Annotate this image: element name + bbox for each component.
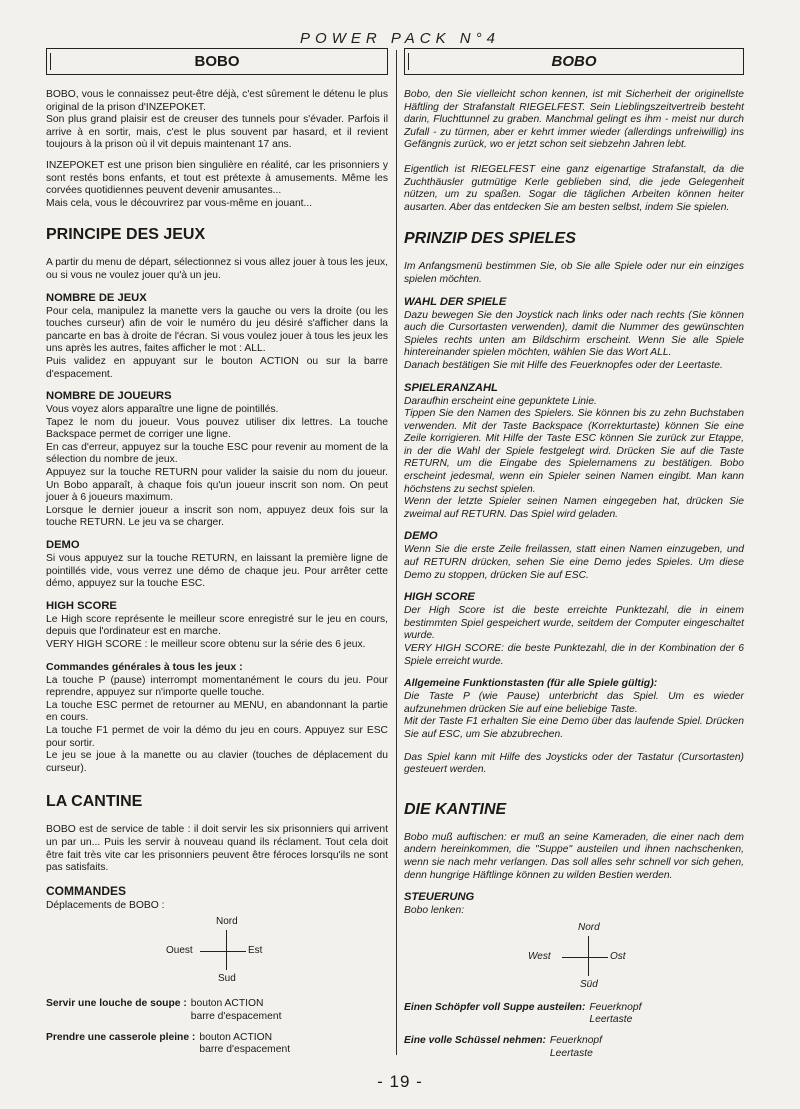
de-command-key: Eine volle Schüssel nehmen:	[404, 1034, 546, 1046]
de-command-row	[404, 1035, 744, 1060]
fr-principe-title: PRINCIPE DES JEUX	[46, 226, 206, 244]
de-spieler-3: Wenn der letzte Spieler seinen Namen eingegeben hat, drücken Sie zweimal auf RETURN. Das Spiel wird geladen.	[404, 496, 744, 520]
fr-joueurs-5: Lorsque le dernier joueur a inscrit son nom, appuyez deux fois sur la touche RETURN. Le jeu va se charger.	[46, 504, 388, 529]
fr-joueurs-1: Vous voyez alors apparaître une ligne de pointillés.	[46, 404, 279, 416]
page-number: - 19 -	[377, 1072, 423, 1091]
fr-south-label: Sud	[218, 973, 236, 985]
de-command-key: Einen Schöpfer voll Suppe austeilen:	[404, 1001, 586, 1013]
german-title: BOBO	[551, 53, 597, 70]
de-north-label: Nord	[578, 921, 600, 933]
de-command-value-2: Leertaste	[589, 1014, 633, 1026]
fr-command-row	[46, 998, 388, 1023]
fr-nombre-jeux-title: NOMBRE DE JEUX	[46, 291, 147, 304]
de-allg-2: Mit der Taste F1 erhalten Sie eine Demo über das laufende Spiel. Drücken Sie auf ESC, um Sie abzubrechen.	[404, 716, 744, 740]
de-spieler-1: Daraufhin erscheint eine gepunktete Linie.	[404, 395, 597, 407]
french-title-box	[46, 48, 388, 75]
de-allg-3: Das Spiel kann mit Hilfe des Joysticks oder der Tastatur (Cursortasten) gesteuert werden.	[404, 751, 744, 776]
fr-command-key: Prendre une casserole pleine :	[46, 1031, 196, 1043]
german-title-box	[404, 48, 744, 75]
de-wahl-title: WAHL DER SPIELE	[404, 295, 507, 308]
fr-command-key: Servir une louche de soupe :	[46, 998, 187, 1010]
fr-commandes-generales-title: Commandes générales à tous les jeux :	[46, 660, 243, 673]
de-command-row	[404, 1002, 744, 1027]
de-kantine-title: DIE KANTINE	[404, 800, 507, 818]
de-allg-1: Die Taste P (wie Pause) unterbricht das Spiel. Um es wieder aufzunehmen drücken Sie auf eine beliebige Taste.	[404, 691, 744, 715]
de-intro-2: Eigentlich ist RIEGELFEST eine ganz eigenartige Strafanstalt, da die Zuchthäusler gutmütige Kerle geblieben sind, die jede Gelegenheit nützen, um zu spaßen. Sogar die täglichen Arbeiten können heiter ausarten. Aber das entdecken Sie am besten selbst, indem Sie spielen.	[404, 163, 744, 213]
de-wahl-text2: Danach bestätigen Sie mit Hilfe des Feuerknopfes oder der Leertaste.	[404, 359, 723, 371]
fr-nombre-jeux-text: Pour cela, manipulez la manette vers la gauche ou vers la droite (ou les touches curseur) afin de voir le numéro du jeu désiré s'afficher dans la pancarte en bas à droite de l'écran. Si vous voulez jouer à tous les jeux les uns après les autres, faites afficher le mot : ALL.	[46, 305, 388, 355]
fr-vertical-arrow	[226, 930, 227, 970]
fr-command-value-1: bouton ACTION	[199, 1031, 273, 1043]
fr-intro-4: Mais cela, vous le découvrirez par vous-même en jouant...	[46, 197, 313, 209]
de-wahl-text: Dazu bewegen Sie den Joystick nach links oder nach rechts (Sie können auch die Cursortasten verwenden), damit die Nummer des gewünschten Spieles rechts unten am Bildschirm erscheint. Wenn Sie alle Spiele hintereinander spielen möchten, wählen Sie das Wort ALL.	[404, 309, 744, 359]
fr-cg-4: Le jeu se joue à la manette ou au clavier (touches de déplacement du curseur).	[46, 750, 388, 774]
de-spieleranzahl-title: SPIELERANZAHL	[404, 381, 498, 394]
de-west-label: West	[528, 950, 551, 962]
fr-cantine-text: BOBO est de service de table : il doit servir les six prisonniers qui arrivent un par un... Puis les servir à nouveau quand ils réclament. Tout cela doit être fait très vite car les prisonniers peuvent être féroces lorsqu'ils ne sont pas satisfaits.	[46, 824, 388, 874]
fr-command-value-2: barre d'espacement	[199, 1044, 291, 1056]
fr-command-value-1: bouton ACTION	[190, 998, 264, 1010]
french-title: BOBO	[194, 53, 240, 70]
de-intro-1: Bobo, den Sie vielleicht schon kennen, ist mit Sicherheit der originellste Häftling der Strafanstalt RIEGELFEST. Sein Lieblingszeitvertreib besteht darin, Fluchttunnel zu graben. Manchmal gelingt es ihm - meist nur durch Zufall - zu türmen, aber er kehrt immer wieder (allerdings unfreiwillig) ins Gefängnis zurück, wo er jetzt schon seit siebzehn Jahren lebt.	[404, 89, 744, 151]
fr-north-label: Nord	[216, 916, 238, 928]
fr-cantine-title: LA CANTINE	[46, 793, 143, 811]
de-command-value-2: Leertaste	[549, 1047, 593, 1059]
fr-demo-title: DEMO	[46, 539, 80, 552]
fr-east-label: Est	[248, 945, 263, 957]
german-column	[404, 48, 744, 1066]
de-demo-title: DEMO	[404, 530, 438, 543]
de-east-label: Ost	[610, 950, 626, 962]
fr-command-value	[195, 1032, 290, 1057]
fr-high-score-title: HIGH SCORE	[46, 599, 117, 612]
fr-nombre-joueurs-title: NOMBRE DE JOUEURS	[46, 390, 172, 403]
fr-nombre-jeux-text2: Puis validez en appuyant sur le bouton ACTION ou sur la barre d'espacement.	[46, 355, 388, 380]
de-high-score-title: HIGH SCORE	[404, 591, 475, 604]
de-direction-diagram	[528, 922, 648, 992]
fr-cg-2: La touche ESC permet de retourner au MENU, en abandonnant la partie en cours.	[46, 699, 388, 724]
de-south-label: Süd	[580, 978, 598, 990]
fr-commandes-title: COMMANDES	[46, 883, 126, 898]
de-demo-text: Wenn Sie die erste Zeile freilassen, statt einen Namen einzugeben, und auf RETURN drücken, sehen Sie eine Demo jedes Spieles. Um diese Demo zu stoppen, drücken Sie auf ESC.	[404, 544, 744, 581]
fr-intro-2: Son plus grand plaisir est de creuser des tunnels pour s'évader. Parfois il arrive à en sortir, mais, c'est le plus souvent par hasard, et il revient toujours à la prison où il vit depuis maintenant 17 ans.	[46, 114, 388, 151]
fr-high-score-1: Le High score représente le meilleur score enregistré sur le jeu en cours, depuis que l'ordinateur est en marche.	[46, 613, 388, 638]
fr-cg-1: La touche P (pause) interrompt momentanément le cours du jeu. Pour reprendre, appuyez sur n'importe quelle touche.	[46, 674, 388, 699]
de-command-value-1: Feuerknopf	[549, 1034, 603, 1046]
fr-direction-diagram	[166, 916, 286, 986]
de-allgemeine-title: Allgemeine Funktionstasten (für alle Spiele gültig):	[404, 677, 658, 690]
fr-horizontal-arrow	[200, 951, 246, 952]
de-prinzip-title: PRINZIP DES SPIELES	[404, 230, 576, 248]
column-divider	[396, 50, 397, 1055]
fr-commandes-subtitle: Déplacements de BOBO :	[46, 899, 165, 911]
fr-joueurs-2: Tapez le nom du joueur. Vous pouvez utiliser dix lettres. La touche Backspace permet de corriger une ligne.	[46, 416, 388, 441]
page-header: POWER PACK N°4	[300, 30, 500, 47]
fr-joueurs-4: Appuyez sur la touche RETURN pour valider la saisie du nom du joueur. Un Bobo apparaît, à chaque fois qu'un joueur inscrit son nom. On peut jouer à 6 joueurs maximum.	[46, 467, 388, 504]
de-horizontal-arrow	[562, 957, 608, 958]
fr-command-value-2: barre d'espacement	[190, 1010, 282, 1022]
fr-principe-text: A partir du menu de départ, sélectionnez si vous allez jouer à tous les jeux, ou si vous ne voulez jouer qu'à un jeu.	[46, 257, 388, 281]
fr-joueurs-3: En cas d'erreur, appuyez sur la touche ESC pour revenir au moment de la sélection du nombre de jeux.	[46, 441, 388, 466]
de-steuerung-subtitle: Bobo lenken:	[404, 905, 465, 917]
fr-intro-1: BOBO, vous le connaissez peut-être déjà, c'est sûrement le détenu le plus original de la prison d'INZEPOKET.	[46, 89, 388, 113]
de-prinzip-text: Im Anfangsmenü bestimmen Sie, ob Sie alle Spiele oder nur ein einziges spielen möchten.	[404, 261, 744, 285]
de-steuerung-title: STEUERUNG	[404, 891, 475, 904]
de-high-score-2: VERY HIGH SCORE: die beste Punktezahl, die in der Kombination der 6 Spiele erreicht wurde.	[404, 643, 744, 667]
fr-command-value	[187, 998, 282, 1023]
de-spieler-2: Tippen Sie den Namen des Spielers. Sie können bis zu zehn Buchstaben verwenden. Mit der Taste Backspace (Korrekturtaste) können Sie eine Zeile korrigieren. Mit Hilfe der Taste ESC können Sie zurück zur Etappe, in der die Wahl der Spiele festgelegt wird. Drücken Sie auf die Taste RETURN, um die Eingabe des Spielernamens zu bestätigen. Bobo erscheint jedesmal, wenn ein Spieler seinen Namen eingibt. Man kann höchstens zu sechst spielen.	[404, 408, 744, 495]
fr-cg-3: La touche F1 permet de voir la démo du jeu en cours. Appuyez sur ESC pour sortir.	[46, 724, 388, 749]
fr-intro-3: INZEPOKET est une prison bien singulière en réalité, car les prisonniers y sont restés bons enfants, et tout est prétexte à amusements. Même les corvées quotidiennes peuvent devenir amusantes...	[46, 159, 388, 197]
fr-command-row	[46, 1032, 388, 1057]
de-command-value	[546, 1035, 602, 1060]
de-vertical-arrow	[588, 936, 589, 976]
fr-west-label: Ouest	[166, 945, 193, 957]
french-column	[46, 48, 388, 1063]
fr-high-score-2: VERY HIGH SCORE : le meilleur score obtenu sur la série des 6 jeux.	[46, 639, 366, 650]
de-high-score-1: Der High Score ist die beste erreichte Punktezahl, die in einem bestimmten Spiel gespeichert wurde, seitdem der Computer eingeschaltet wurde.	[404, 605, 744, 642]
de-command-value-1: Feuerknopf	[589, 1001, 642, 1013]
de-kantine-text: Bobo muß auftischen: er muß an seine Kameraden, die einer nach dem andern hereinkommen, die "Suppe" austeilen und ihnen nachschenken, wenn sie nach mehr verlangen. Das soll alles sehr schnell vor sich gehen, denn hungrige Häftlinge können zu wilden Bestien werden.	[404, 831, 744, 881]
fr-demo-text: Si vous appuyez sur la touche RETURN, en laissant la première ligne de pointillés vide, vous verrez une démo de chaque jeu. Pour arrêter cette démo, appuyez sur la touche ESC.	[46, 553, 388, 590]
de-command-value	[585, 1002, 641, 1027]
